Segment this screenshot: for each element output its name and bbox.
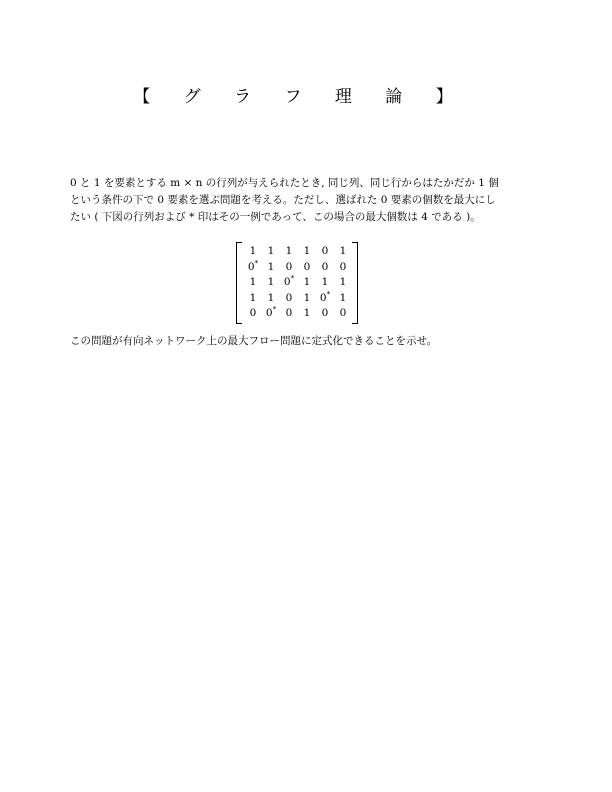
matrix-cell: 0* xyxy=(283,274,295,288)
matrix-cell: 0 xyxy=(321,307,329,319)
matrix-cell: 1 xyxy=(249,276,257,288)
problem-line-1: 0 と 1 を要素とする m × n の行列が与えられたとき, 同じ列、同じ行からはたかだか 1 個 xyxy=(70,177,499,189)
selection-mark: * xyxy=(254,259,259,267)
matrix-cell: 1 xyxy=(267,260,275,273)
matrix-cell: 1 xyxy=(267,276,275,288)
problem-line-2: という条件の下で 0 要素を選ぶ問題を考える。ただし、選ばれた 0 要素の個数を最大にし xyxy=(70,194,496,206)
matrix-cell: 1 xyxy=(303,276,311,288)
matrix-cell: 0 xyxy=(285,291,293,304)
matrix-cell: 1 xyxy=(339,245,347,257)
matrix-cell: 0 xyxy=(285,260,293,273)
matrix-cell: 1 xyxy=(249,245,257,257)
selection-mark: * xyxy=(290,274,295,283)
selection-mark: * xyxy=(326,290,331,298)
matrix-cell: 0* xyxy=(265,305,277,319)
matrix-cell: 0 xyxy=(321,245,329,257)
matrix-cell: 1 xyxy=(339,276,347,288)
matrix-cell: 1 xyxy=(303,291,311,304)
matrix-cell: 1 xyxy=(285,245,293,257)
matrix-cell: 1 xyxy=(321,276,329,288)
matrix-cell: 1 xyxy=(267,291,275,304)
matrix-cell: 0 xyxy=(285,307,293,319)
question: この問題が有向ネットワーク上の最大フロー問題に定式化できることを示せ。 xyxy=(70,335,438,347)
page-title: 【 グ ラ フ 理 論 】 xyxy=(133,87,467,107)
matrix-cell: 1 xyxy=(267,245,275,257)
selection-mark: * xyxy=(272,305,277,314)
matrix-cell: 0* xyxy=(247,259,259,273)
matrix-cell: 0 xyxy=(249,307,257,319)
matrix-cell: 1 xyxy=(249,291,257,304)
matrix-cell: 1 xyxy=(303,245,311,257)
matrix-cell: 0 xyxy=(339,260,347,273)
matrix-cell: 0 xyxy=(303,260,311,273)
matrix-cell: 0* xyxy=(319,290,331,304)
matrix xyxy=(236,242,358,322)
matrix-grid xyxy=(244,244,352,322)
matrix-cell: 0 xyxy=(321,260,329,273)
matrix-cell: 1 xyxy=(339,291,347,304)
problem-statement xyxy=(70,175,540,226)
matrix-right-bracket xyxy=(352,242,358,324)
matrix-cell: 0 xyxy=(339,307,347,319)
matrix-cell: 1 xyxy=(303,307,311,319)
problem-line-3: たい ( 下図の行列および * 印はその一例であって、この場合の最大個数は 4 である )。 xyxy=(70,211,481,223)
matrix-left-bracket xyxy=(236,242,242,324)
